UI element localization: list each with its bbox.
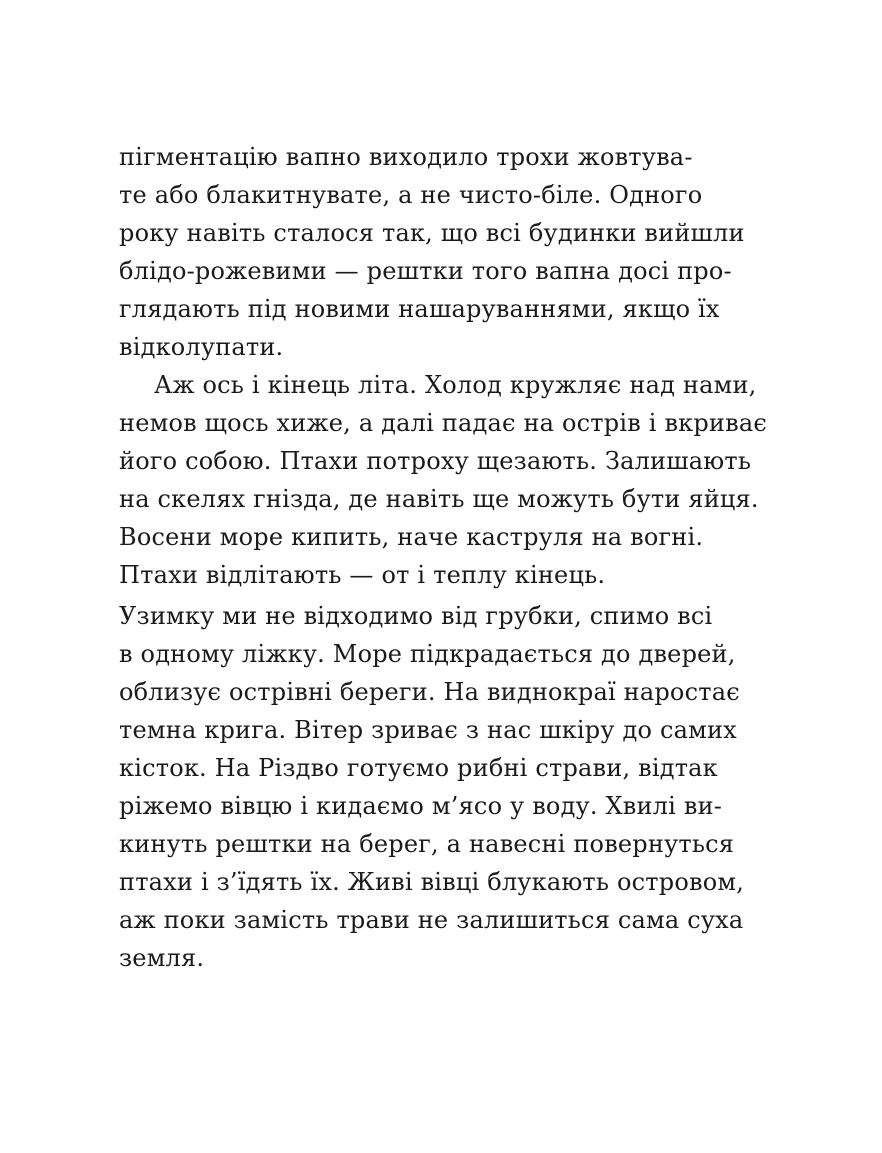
text-line: Птахи відлітають — от і теплу кінець. <box>119 561 606 589</box>
text-line: пігментацію вапно виходило трохи жовтува- <box>119 143 693 171</box>
text-line: в одному ліжку. Море підкрадається до дверей, <box>119 640 736 668</box>
text-line: кинуть рештки на берег, а навесні повернуться <box>119 830 735 858</box>
text-line: на скелях гнізда, де навіть ще можуть бути яйця. <box>119 485 759 513</box>
text-line: відколупати. <box>119 333 284 361</box>
text-line: облизує острівні береги. На виднокраї наростає <box>119 678 740 706</box>
text-line: аж поки замість трави не залишиться сама суха <box>119 906 744 934</box>
text-line: Восени море кипить, наче каструля на вогні. <box>119 523 704 551</box>
text-line: його собою. Птахи потроху щезають. Залишають <box>119 447 752 475</box>
text-line-paragraph-start: Аж ось і кінець літа. Холод кружляє над нами, <box>154 371 757 399</box>
text-line: темна крига. Вітер зриває з нас шкіру до самих <box>119 716 737 744</box>
text-section-winter <box>119 597 769 977</box>
text-line: кісток. На Різдво готуємо рибні страви, відтак <box>119 754 718 782</box>
text-line: року навіть сталося так, що всі будинки вийшли <box>119 219 745 247</box>
text-line: земля. <box>119 944 205 972</box>
text-line: те або блакитнувате, а не чисто-біле. Одного <box>119 181 703 209</box>
text-section-summer <box>119 138 769 594</box>
text-line: Узимку ми не відходимо від грубки, спимо всі <box>119 602 713 630</box>
text-line: блідо-рожевими — рештки того вапна досі про- <box>119 257 732 285</box>
text-line: глядають під новими нашаруваннями, якщо їх <box>119 295 720 323</box>
text-line: немов щось хиже, а далі падає на острів і вкриває <box>119 409 767 437</box>
text-line: птахи і з’їдять їх. Живі вівці блукають островом, <box>119 868 745 896</box>
text-line: ріжемо вівцю і кидаємо м’ясо у воду. Хвилі ви- <box>119 792 723 820</box>
